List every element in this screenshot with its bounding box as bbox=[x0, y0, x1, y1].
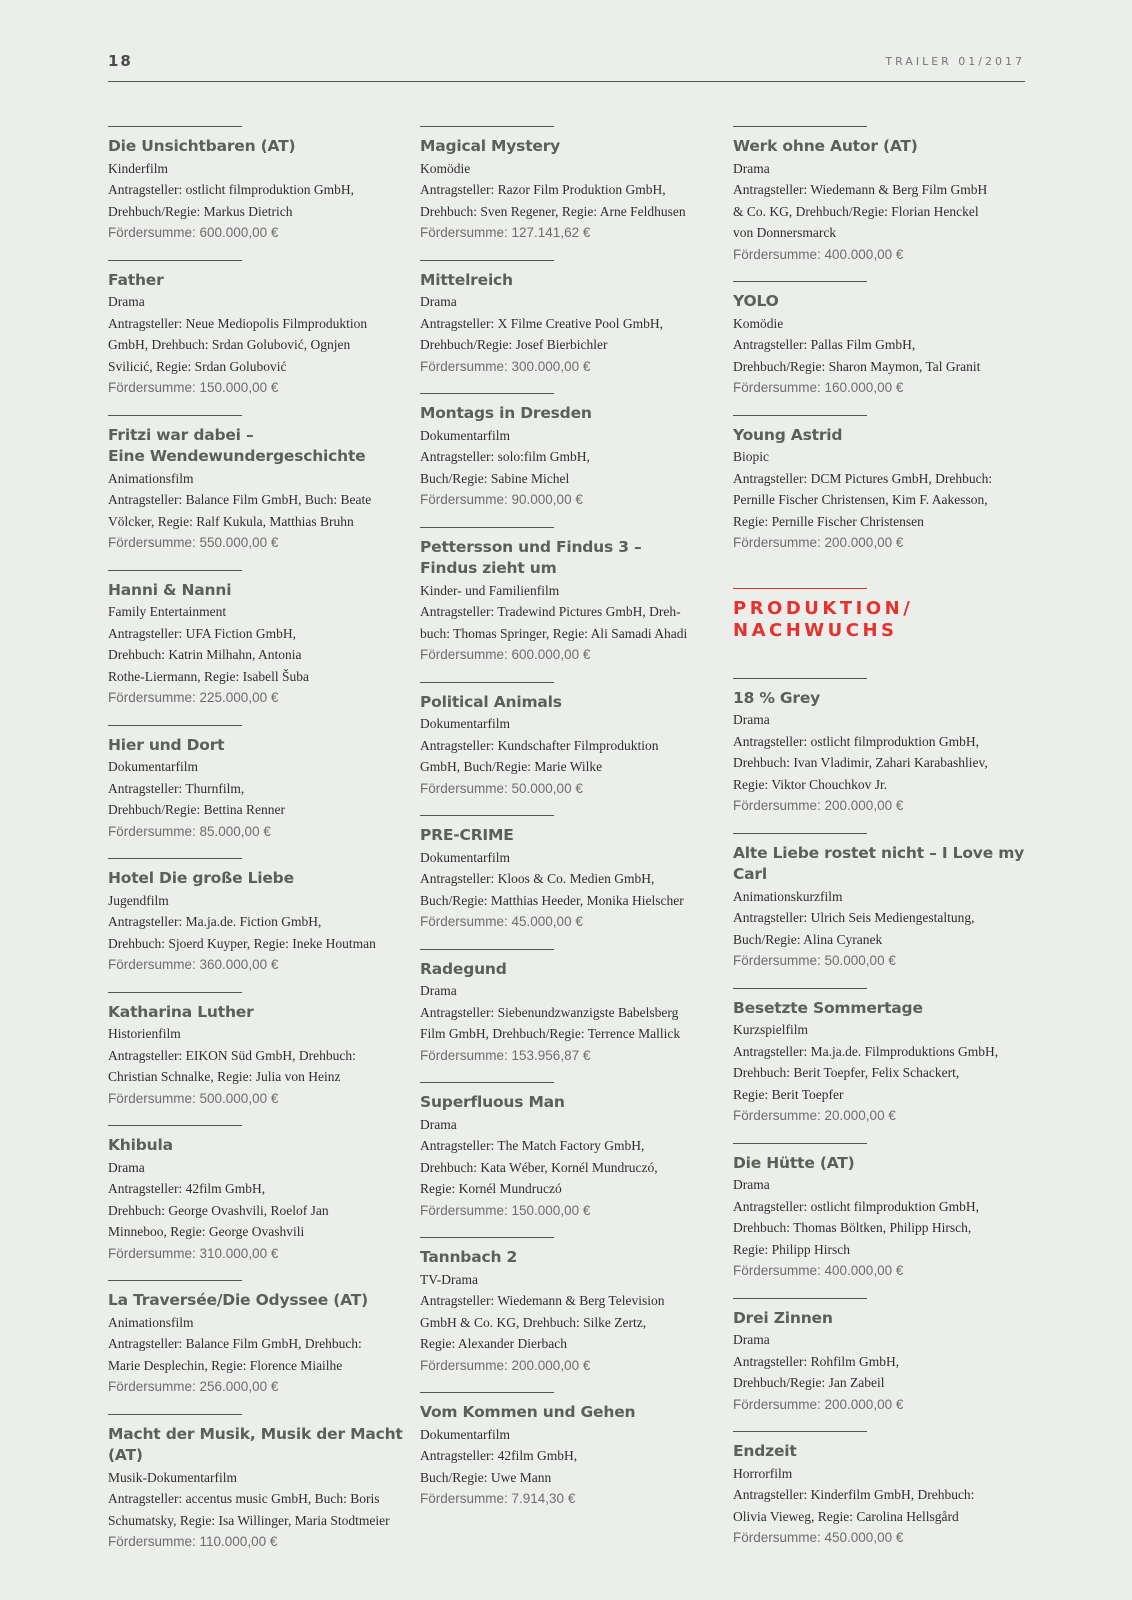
film-title: Macht der Musik, Musik der Macht (AT) bbox=[108, 1424, 403, 1464]
funding-amount: Fördersumme: 50.000,00 € bbox=[733, 953, 896, 968]
film-title: Magical Mystery bbox=[420, 137, 561, 155]
film-title: YOLO bbox=[733, 292, 779, 310]
film-genre: Drama bbox=[420, 294, 457, 309]
film-entry bbox=[420, 682, 720, 800]
film-genre: Dokumentarfilm bbox=[420, 427, 510, 443]
column-2 bbox=[420, 126, 720, 1526]
funding-amount: Fördersumme: 110.000,00 € bbox=[108, 1534, 278, 1549]
funding-amount: Fördersumme: 400.000,00 € bbox=[733, 246, 904, 262]
film-details: Antragsteller: Kinderfilm GmbH, Drehbuch: Olivia Vieweg, Regie: Carolina Hellsgård bbox=[733, 1487, 975, 1524]
film-title: Political Animals bbox=[420, 692, 562, 711]
film-genre: Dokumentarfilm bbox=[108, 759, 198, 774]
film-title: PRE-CRIME bbox=[420, 826, 514, 844]
film-title: Katharina Luther bbox=[108, 1002, 254, 1021]
film-title: La Traversée/Die Odyssee (AT) bbox=[108, 1291, 368, 1309]
film-title: Die Unsichtbaren (AT) bbox=[108, 137, 296, 155]
funding-amount: Fördersumme: 500.000,00 € bbox=[108, 1090, 279, 1106]
film-title: Hotel Die große Liebe bbox=[108, 869, 294, 887]
funding-amount: Fördersumme: 20.000,00 € bbox=[733, 1108, 896, 1123]
film-details: Antragsteller: The Match Factory GmbH, Drehbuch: Kata Wéber, Kornél Mundruczó, Regie: Kornél Mundruczó bbox=[420, 1138, 658, 1196]
page-header bbox=[108, 48, 1025, 82]
film-title: Fritzi war dabei – Eine Wendewundergeschichte bbox=[108, 425, 366, 465]
film-details: Antragsteller: EIKON Süd GmbH, Drehbuch: Christian Schnalke, Regie: Julia von Heinz bbox=[108, 1047, 356, 1084]
film-entry bbox=[108, 1280, 408, 1398]
film-title: Superfluous Man bbox=[420, 1093, 565, 1111]
funding-amount: Fördersumme: 150.000,00 € bbox=[108, 380, 279, 395]
film-entry bbox=[733, 415, 1033, 554]
film-title: Hier und Dort bbox=[108, 735, 225, 754]
column-3-section-entries bbox=[733, 678, 1033, 1549]
film-entry bbox=[108, 1125, 408, 1264]
film-genre: Drama bbox=[108, 294, 145, 309]
funding-amount: Fördersumme: 50.000,00 € bbox=[420, 780, 583, 796]
film-entry bbox=[420, 126, 720, 244]
film-details: Antragsteller: Thurnfilm, Drehbuch/Regie: Bettina Renner bbox=[108, 780, 285, 817]
film-genre: Kinder- und Familienfilm bbox=[420, 582, 560, 598]
funding-amount: Fördersumme: 360.000,00 € bbox=[108, 957, 279, 972]
film-details: Antragsteller: X Filme Creative Pool GmbH, Drehbuch/Regie: Josef Bierbichler bbox=[420, 315, 663, 352]
film-title: Father bbox=[108, 270, 164, 289]
column-1 bbox=[108, 126, 408, 1569]
funding-amount: Fördersumme: 90.000,00 € bbox=[420, 492, 583, 507]
film-entry bbox=[108, 126, 408, 244]
film-details: Antragsteller: Balance Film GmbH, Buch: Beate Völcker, Regie: Ralf Kukula, Matthias Bruhn bbox=[108, 492, 372, 529]
film-entry bbox=[420, 1237, 720, 1376]
film-genre: Biopic bbox=[733, 449, 769, 464]
film-genre: Drama bbox=[733, 712, 770, 727]
film-entry bbox=[420, 1082, 720, 1221]
film-title: Tannbach 2 bbox=[420, 1248, 518, 1266]
film-title: Pettersson und Findus 3 – Findus zieht um bbox=[420, 537, 642, 577]
film-details: Antragsteller: ostlicht filmproduktion GmbH, Drehbuch: Ivan Vladimir, Zahari Karabashliev, Regie: Viktor Chouchkov Jr. bbox=[733, 733, 988, 792]
funding-amount: Fördersumme: 225.000,00 € bbox=[108, 690, 279, 705]
film-details: Antragsteller: Razor Film Produktion GmbH, Drehbuch: Sven Regener, Regie: Arne Feldhusen bbox=[420, 182, 686, 219]
funding-amount: Fördersumme: 200.000,00 € bbox=[733, 798, 904, 813]
film-title: Alte Liebe rostet nicht – I Love my Carl bbox=[733, 843, 1025, 883]
film-entry bbox=[420, 527, 720, 666]
film-genre: Drama bbox=[733, 1332, 770, 1347]
film-details: Antragsteller: Ma.ja.de. Fiction GmbH, Drehbuch: Sjoerd Kuyper, Regie: Ineke Houtman bbox=[108, 914, 376, 951]
page-number: 18 bbox=[108, 52, 133, 70]
film-details: Antragsteller: DCM Pictures GmbH, Drehbuch: Pernille Fischer Christensen, Kim F. Aakesson, Regie: Pernille Fischer Christensen bbox=[733, 470, 993, 529]
film-genre: Drama bbox=[420, 1116, 457, 1132]
film-details: Antragsteller: Ma.ja.de. Filmproduktions GmbH, Drehbuch: Berit Toepfer, Felix Schackert, Regie: Berit Toepfer bbox=[733, 1043, 999, 1102]
funding-amount: Fördersumme: 300.000,00 € bbox=[420, 358, 591, 374]
section-title: PRODUKTION/ NACHWUCHS bbox=[733, 597, 914, 641]
film-genre: Historienfilm bbox=[108, 1026, 181, 1041]
film-genre: Musik-Dokumentarfilm bbox=[108, 1469, 237, 1485]
funding-amount: Fördersumme: 550.000,00 € bbox=[108, 535, 279, 550]
issue-label: TRAILER 01/2017 bbox=[885, 55, 1025, 68]
film-entry bbox=[420, 1392, 720, 1510]
section-header bbox=[733, 588, 1033, 642]
film-genre: Drama bbox=[420, 983, 457, 998]
film-title: Hanni & Nanni bbox=[108, 580, 232, 599]
funding-amount: Fördersumme: 400.000,00 € bbox=[733, 1263, 904, 1278]
film-details: Antragsteller: accentus music GmbH, Buch: Boris Schumatsky, Regie: Isa Willinger, Maria Stodtmeier bbox=[108, 1491, 390, 1528]
film-entry bbox=[420, 260, 720, 378]
funding-amount: Fördersumme: 600.000,00 € bbox=[108, 225, 279, 240]
film-genre: Drama bbox=[733, 160, 770, 176]
film-genre: Horrorfilm bbox=[733, 1465, 793, 1481]
funding-amount: Fördersumme: 85.000,00 € bbox=[108, 823, 271, 839]
film-entry bbox=[733, 1143, 1033, 1282]
film-title: Khibula bbox=[108, 1136, 173, 1154]
film-title: Endzeit bbox=[733, 1442, 797, 1460]
film-details: Antragsteller: ostlicht filmproduktion GmbH, Drehbuch/Regie: Markus Dietrich bbox=[108, 182, 354, 219]
film-genre: Jugendfilm bbox=[108, 892, 169, 908]
film-title: Werk ohne Autor (AT) bbox=[733, 137, 918, 155]
film-title: Young Astrid bbox=[733, 425, 843, 444]
film-entry bbox=[733, 678, 1033, 817]
film-genre: Dokumentarfilm bbox=[420, 716, 510, 731]
funding-amount: Fördersumme: 153.956,87 € bbox=[420, 1047, 591, 1063]
film-entry bbox=[108, 992, 408, 1110]
film-details: Antragsteller: Kundschafter Filmproduktion GmbH, Buch/Regie: Marie Wilke bbox=[420, 737, 659, 774]
film-genre: Animationskurzfilm bbox=[733, 888, 843, 904]
funding-amount: Fördersumme: 310.000,00 € bbox=[108, 1245, 279, 1261]
film-entry bbox=[108, 725, 408, 843]
funding-amount: Fördersumme: 200.000,00 € bbox=[420, 1357, 591, 1373]
funding-amount: Fördersumme: 256.000,00 € bbox=[108, 1379, 279, 1394]
film-title: Drei Zinnen bbox=[733, 1308, 833, 1327]
film-title: Vom Kommen und Gehen bbox=[420, 1403, 636, 1421]
film-genre: Dokumentarfilm bbox=[420, 849, 510, 865]
funding-amount: Fördersumme: 45.000,00 € bbox=[420, 914, 583, 929]
film-genre: Kurzspielfilm bbox=[733, 1022, 808, 1037]
film-entry bbox=[733, 1298, 1033, 1416]
film-genre: Family Entertainment bbox=[108, 604, 227, 619]
funding-amount: Fördersumme: 450.000,00 € bbox=[733, 1530, 904, 1545]
film-entry bbox=[733, 281, 1033, 399]
funding-amount: Fördersumme: 7.914,30 € bbox=[420, 1491, 576, 1506]
film-title: Besetzte Sommertage bbox=[733, 998, 923, 1017]
film-details: Antragsteller: 42film GmbH, Buch/Regie: Uwe Mann bbox=[420, 1448, 578, 1485]
film-genre: Komödie bbox=[733, 315, 784, 331]
film-entry bbox=[108, 570, 408, 709]
film-entry bbox=[733, 833, 1033, 972]
film-genre: TV-Drama bbox=[420, 1271, 478, 1287]
film-details: Antragsteller: Neue Mediopolis Filmproduktion GmbH, Drehbuch: Srdan Golubović, Ognjen Svilicić, Regie: Srdan Golubović bbox=[108, 315, 368, 374]
film-entry bbox=[420, 815, 720, 933]
film-genre: Dokumentarfilm bbox=[420, 1426, 510, 1442]
film-details: Antragsteller: Pallas Film GmbH, Drehbuch/Regie: Sharon Maymon, Tal Granit bbox=[733, 337, 981, 374]
column-3-entries bbox=[733, 126, 1033, 554]
film-genre: Drama bbox=[733, 1177, 770, 1192]
funding-amount: Fördersumme: 600.000,00 € bbox=[420, 647, 591, 662]
film-entry bbox=[733, 126, 1033, 265]
funding-amount: Fördersumme: 150.000,00 € bbox=[420, 1202, 591, 1218]
film-title: Montags in Dresden bbox=[420, 404, 592, 422]
funding-amount: Fördersumme: 200.000,00 € bbox=[733, 1396, 904, 1412]
film-genre: Kinderfilm bbox=[108, 160, 168, 176]
funding-amount: Fördersumme: 127.141,62 € bbox=[420, 225, 591, 240]
film-details: Antragsteller: Tradewind Pictures GmbH, Dreh- buch: Thomas Springer, Regie: Ali Samadi Ahadi bbox=[420, 604, 688, 641]
film-title: 18 % Grey bbox=[733, 688, 821, 707]
film-title: Mittelreich bbox=[420, 270, 513, 289]
funding-amount: Fördersumme: 160.000,00 € bbox=[733, 380, 904, 395]
film-details: Antragsteller: ostlicht filmproduktion GmbH, Drehbuch: Thomas Böltken, Philipp Hirsch, Regie: Philipp Hirsch bbox=[733, 1198, 979, 1257]
film-entry bbox=[733, 1431, 1033, 1549]
film-entry bbox=[420, 949, 720, 1067]
film-details: Antragsteller: Wiedemann & Berg Film GmbH & Co. KG, Drehbuch/Regie: Florian Henckel von Donnersmarck bbox=[733, 182, 988, 240]
film-genre: Animationsfilm bbox=[108, 470, 194, 486]
film-details: Antragsteller: Rohfilm GmbH, Drehbuch/Regie: Jan Zabeil bbox=[733, 1353, 900, 1390]
film-title: Die Hütte (AT) bbox=[733, 1153, 855, 1172]
film-genre: Drama bbox=[108, 1159, 145, 1175]
film-entry bbox=[108, 415, 408, 554]
film-details: Antragsteller: Balance Film GmbH, Drehbuch: Marie Desplechin, Regie: Florence Miailhe bbox=[108, 1336, 362, 1373]
film-details: Antragsteller: UFA Fiction GmbH, Drehbuch: Katrin Milhahn, Antonia Rothe-Liermann, Regie: Isabell Šuba bbox=[108, 625, 309, 684]
funding-amount: Fördersumme: 200.000,00 € bbox=[733, 535, 904, 550]
film-entry bbox=[733, 988, 1033, 1127]
film-entry bbox=[108, 1414, 408, 1553]
film-genre: Komödie bbox=[420, 160, 471, 176]
film-details: Antragsteller: Ulrich Seis Mediengestaltung, Buch/Regie: Alina Cyranek bbox=[733, 910, 975, 947]
film-details: Antragsteller: Siebenundzwanzigste Babelsberg Film GmbH, Drehbuch/Regie: Terrence Mallick bbox=[420, 1004, 681, 1041]
film-details: Antragsteller: Kloos & Co. Medien GmbH, Buch/Regie: Matthias Heeder, Monika Hielscher bbox=[420, 871, 684, 908]
film-details: Antragsteller: Wiedemann & Berg Television GmbH & Co. KG, Drehbuch: Silke Zertz, Regie: Alexander Dierbach bbox=[420, 1293, 665, 1351]
film-entry bbox=[108, 858, 408, 976]
film-title: Radegund bbox=[420, 959, 507, 978]
film-entry bbox=[108, 260, 408, 399]
film-entry bbox=[420, 393, 720, 511]
column-3 bbox=[733, 126, 1033, 1565]
film-details: Antragsteller: solo:film GmbH, Buch/Regie: Sabine Michel bbox=[420, 449, 590, 486]
film-details: Antragsteller: 42film GmbH, Drehbuch: George Ovashvili, Roelof Jan Minneboo, Regie: George Ovashvili bbox=[108, 1181, 329, 1239]
film-genre: Animationsfilm bbox=[108, 1314, 194, 1330]
